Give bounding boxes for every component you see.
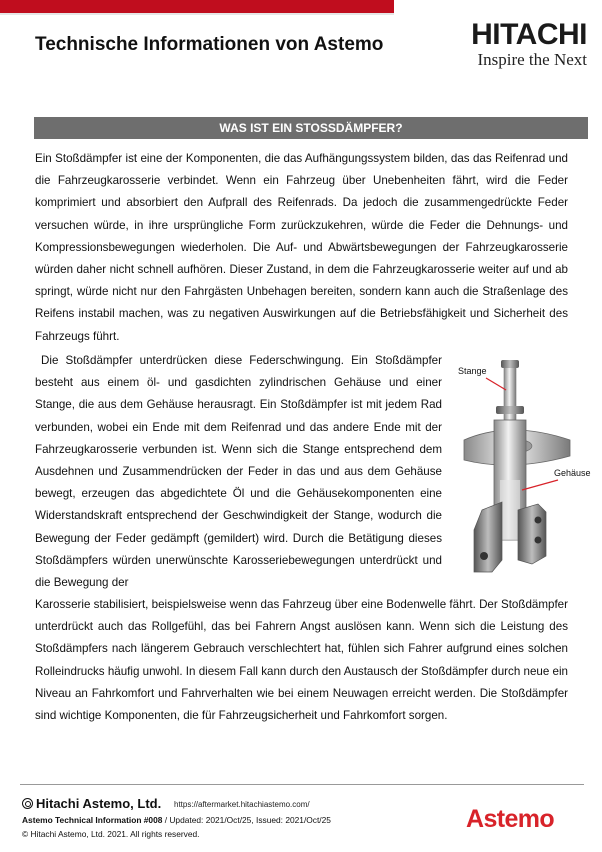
document-info — [22, 815, 331, 825]
top-divider — [0, 13, 394, 15]
paragraph-function-continued: Karosserie stabilisiert, beispielsweise wenn das Fahrzeug über eine Bodenwelle fährt. Der Stoßdämpfer unterdrückt auch das Rollgefühl, das bei Fahrern Angst auslösen kann. Wenn sich die Leistung des Stoßdämpfers nach längerem Gebrauch verschlechtert hat, fühlen sich Fahrer aufgrund eines solchen Rolleindrucks häufig unwohl. In diesem Fall kann durch den Austausch der Stoßdämpfer durch neue ein Niveau an Fahrkomfort und Fahrverhalten wie bei einem Neuwagen erreicht werden. Die Stoßdämpfer sind wichtige Komponenten, die für Fahrzeugsicherheit und Fahrkomfort sorgen. — [35, 598, 568, 723]
company-name-text: Hitachi Astemo, Ltd. — [36, 796, 162, 811]
footer-divider — [20, 784, 584, 785]
hitachi-logo — [417, 20, 587, 70]
top-red-bar — [0, 0, 394, 13]
copyright: © Hitachi Astemo, Ltd. 2021. All rights reserved. — [22, 829, 200, 839]
document-title: Technische Informationen von Astemo — [35, 34, 384, 55]
figure-label-rod: Stange — [458, 366, 487, 376]
astemo-logo: Astemo — [466, 805, 555, 833]
document-number: Astemo Technical Information #008 — [22, 815, 163, 825]
paragraph-function: Die Stoßdämpfer unterdrücken diese Federschwingung. Ein Stoßdämpfer besteht aus einem öl- und gasdichten zylindrischen Gehäuse und einer Stange, die aus dem Gehäuse herausragt. Ein Stoßdämpfer ist mit jedem Rad verbunden, wobei ein Ende mit dem Reifenrad und das andere Ende mit der Fahrzeugkarosserie verbunden ist. Wenn sich die Stange entsprechend dem Ausdehnen und Zusammendrücken der Feder in das und aus dem Gehäuse bewegt, erzeugen das abgedichtete Öl und die Gehäusekomponenten eine Widerstandskraft entsprechend der Geschwindigkeit der Stange, wodurch die Bewegung der Feder gedämpft (gemildert) wird. Durch die Betätigung dieses Stoßdämpfers würden unerwünschte Karosseriebewegungen unterdrückt und die Bewegung der — [35, 354, 442, 590]
logo-tagline: Inspire the Next — [477, 50, 587, 69]
website-url[interactable]: https://aftermarket.hitachiastemo.com/ — [174, 800, 310, 809]
document-dates: / Updated: 2021/Oct/25, Issued: 2021/Oct/25 — [162, 815, 331, 825]
logo-wordmark: HITACHI — [471, 18, 587, 51]
shock-absorber-figure — [452, 360, 592, 590]
paragraph-intro: Ein Stoßdämpfer ist eine der Komponenten, die das Aufhängungssystem bilden, das das Reifenrad und die Fahrzeugkarosserie verbindet. Wenn ein Fahrzeug über Unebenheiten fährt, wird die Feder komprimiert und absorbiert den Aufprall des Reifenrads. Da jedoch die zusammengedrückte Feder versuchen würde, in ihre ursprüngliche Form zurückzukehren, würde die Feder die Dehnungs- und Kompressionsbewegungen wiederholen. Die Auf- und Abwärtsbewegungen der Fahrzeugkarosserie würden daher nicht schnell aufhören. Dieser Zustand, in dem die Fahrzeugkarosserie weiter auf und ab springt, würde nicht nur den Fahrgästen Unbehagen bereiten, sondern kann auch die Straßenlage des Reifens instabil machen, was zu negativen Auswirkungen auf die Betriebsfähigkeit und Sicherheit des Fahrzeugs führt. — [35, 152, 568, 343]
figure-label-housing: Gehäuse — [554, 468, 591, 478]
section-heading: WAS IST EIN STOSSDÄMPFER? — [34, 117, 588, 139]
company-name — [22, 796, 161, 811]
hitachi-mark-icon — [22, 798, 33, 809]
